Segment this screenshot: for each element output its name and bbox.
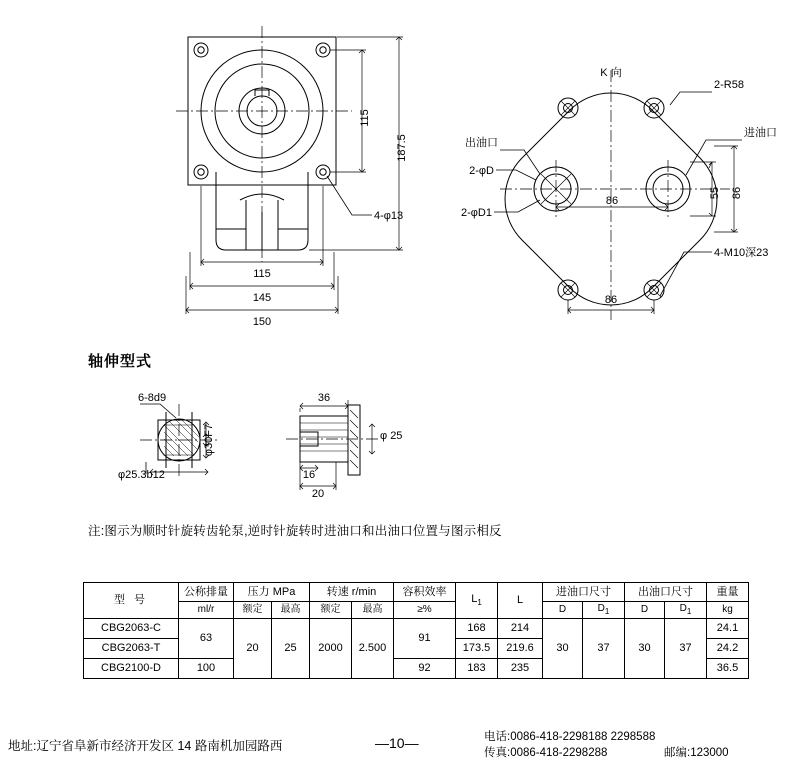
dim-86-vertical: 86 bbox=[731, 186, 743, 200]
dim-86-bottom: 86 bbox=[604, 294, 618, 306]
spec-table bbox=[83, 582, 749, 679]
th-inlet-d1-sub: 1 bbox=[604, 607, 610, 617]
label-key-6-8d9: 6-8d9 bbox=[138, 392, 167, 404]
th-speed-max: 最高 bbox=[352, 602, 394, 619]
dim-150: 150 bbox=[252, 316, 272, 328]
cell-outlet-d1: 37 bbox=[665, 619, 707, 679]
cell-l: 214 bbox=[498, 619, 543, 639]
footer-address: 地址:辽宁省阜新市经济开发区 14 路南机加园路西 bbox=[8, 739, 283, 753]
cell-pressure-max: 25 bbox=[272, 619, 310, 679]
label-2-phi-d: 2-φD bbox=[469, 165, 494, 177]
label-phi30f7: φ30F7 bbox=[203, 423, 215, 457]
th-speed: 转速 r/min bbox=[310, 583, 394, 602]
cell-l1: 183 bbox=[456, 659, 498, 679]
footer-telephone: 电话:0086-418-2298188 2298588 bbox=[484, 731, 656, 743]
label-2-r58: 2-R58 bbox=[714, 79, 744, 91]
label-outlet-port: 出油口 bbox=[465, 137, 498, 149]
th-weight-unit: kg bbox=[707, 602, 749, 619]
cell-weight: 36.5 bbox=[707, 659, 749, 679]
th-l: L bbox=[498, 583, 543, 619]
cell-weight: 24.1 bbox=[707, 619, 749, 639]
cell-inlet-d: 30 bbox=[543, 619, 583, 679]
footer-fax: 传真:0086-418-2298288 bbox=[484, 747, 608, 759]
cell-l: 235 bbox=[498, 659, 543, 679]
cell-efficiency: 91 bbox=[394, 619, 456, 659]
page-footer bbox=[0, 728, 790, 767]
dim-55: 55 bbox=[709, 186, 721, 200]
cell-weight: 24.2 bbox=[707, 639, 749, 659]
th-model bbox=[84, 583, 179, 619]
th-displacement-unit: ml/r bbox=[179, 602, 234, 619]
dim-20: 20 bbox=[311, 488, 325, 500]
dim-86-between-ports: 86 bbox=[605, 195, 619, 207]
th-inlet-d1-label: D bbox=[597, 603, 605, 615]
cell-l1: 173.5 bbox=[456, 639, 498, 659]
th-weight: 重量 bbox=[707, 583, 749, 602]
dim-115-vertical: 115 bbox=[359, 109, 371, 127]
label-phi25-3b12: φ25.3b12 bbox=[118, 469, 165, 481]
section-title-shaft-type: 轴伸型式 bbox=[88, 353, 153, 370]
dim-36: 36 bbox=[317, 392, 331, 404]
th-inlet-d: D bbox=[543, 602, 583, 619]
cell-model: CBG2063-T bbox=[84, 639, 179, 659]
page-number: —10— bbox=[375, 735, 419, 751]
dim-115-horizontal: 115 bbox=[253, 268, 271, 280]
label-2-phi-d1: 2-φD1 bbox=[461, 207, 492, 219]
cell-displacement: 63 bbox=[179, 619, 234, 659]
rotation-note: 注:图示为顺时针旋转齿轮泵,逆时针旋转时进油口和出油口位置与图示相反 bbox=[88, 524, 502, 538]
th-pressure-rated: 额定 bbox=[234, 602, 272, 619]
cell-inlet-d1: 37 bbox=[583, 619, 625, 679]
th-speed-rated: 额定 bbox=[310, 602, 352, 619]
cell-speed-max: 2.500 bbox=[352, 619, 394, 679]
label-4-m10: 4-M10深23 bbox=[714, 247, 769, 259]
label-phi25: φ 25 bbox=[380, 430, 403, 442]
dim-16: 16 bbox=[302, 469, 316, 481]
cell-model: CBG2100-D bbox=[84, 659, 179, 679]
cell-efficiency: 92 bbox=[394, 659, 456, 679]
dim-187-5: 187.5 bbox=[396, 134, 408, 162]
th-model-label: 型 号 bbox=[113, 594, 149, 607]
footer-zipcode: 邮编:123000 bbox=[664, 747, 729, 759]
cell-pressure-rated: 20 bbox=[234, 619, 272, 679]
th-outlet-d1-label: D bbox=[679, 603, 687, 615]
th-pressure-max: 最高 bbox=[272, 602, 310, 619]
cell-model: CBG2063-C bbox=[84, 619, 179, 639]
table-header-row-2 bbox=[84, 602, 749, 619]
dim-hole-4-phi13: 4-φ13 bbox=[374, 210, 404, 222]
th-displacement: 公称排量 bbox=[179, 583, 234, 602]
cell-l: 219.6 bbox=[498, 639, 543, 659]
th-outlet: 出油口尺寸 bbox=[625, 583, 707, 602]
th-l1-sub: 1 bbox=[477, 598, 482, 608]
th-inlet: 进油口尺寸 bbox=[543, 583, 625, 602]
table-header-row-1 bbox=[84, 583, 749, 602]
th-pressure: 压力 MPa bbox=[234, 583, 310, 602]
table-row bbox=[84, 619, 749, 639]
cell-speed-rated: 2000 bbox=[310, 619, 352, 679]
label-inlet-port: 进油口 bbox=[744, 127, 777, 139]
th-l1-label: L bbox=[471, 593, 478, 606]
cell-l1: 168 bbox=[456, 619, 498, 639]
view-label-k: K 向 bbox=[600, 67, 622, 79]
spec-table-wrapper bbox=[83, 582, 739, 679]
th-inlet-d1 bbox=[583, 602, 625, 619]
cell-displacement: 100 bbox=[179, 659, 234, 679]
dim-145: 145 bbox=[252, 292, 272, 304]
th-outlet-d: D bbox=[625, 602, 665, 619]
th-outlet-d1-sub: 1 bbox=[686, 607, 692, 617]
th-l1 bbox=[456, 583, 498, 619]
cell-outlet-d: 30 bbox=[625, 619, 665, 679]
th-efficiency: 容积效率 bbox=[394, 583, 456, 602]
th-efficiency-unit: ≥% bbox=[394, 602, 456, 619]
th-outlet-d1 bbox=[665, 602, 707, 619]
